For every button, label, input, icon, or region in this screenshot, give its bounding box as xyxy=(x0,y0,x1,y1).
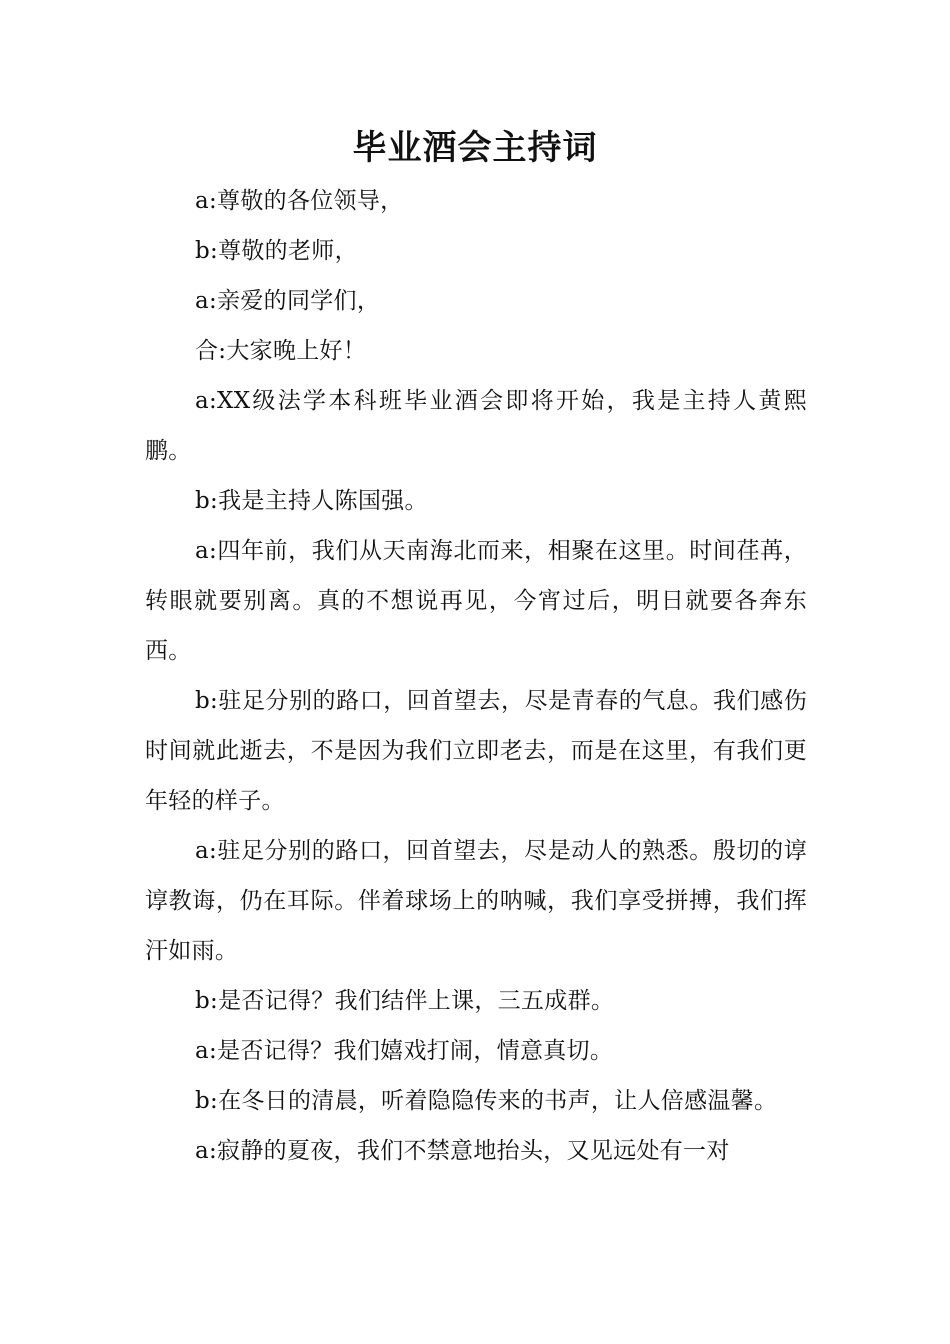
document-title: 毕业酒会主持词 xyxy=(352,128,598,168)
paragraph: b:在冬日的清晨，听着隐隐传来的书声，让人倍感温馨。 xyxy=(195,1088,778,1114)
paragraph: b:尊敬的老师， xyxy=(195,238,358,264)
document-body xyxy=(145,176,807,1176)
paragraph: b:驻足分别的路口，回首望去，尽是青春的气息。我们感伤时间就此逝去，不是因为我们立即老去，而是在这里，有我们更年轻的样子。 xyxy=(145,688,807,814)
paragraph: a:亲爱的同学们， xyxy=(195,288,381,314)
paragraph: 合:大家晚上好！ xyxy=(195,338,367,364)
paragraph: b:是否记得？我们结伴上课，三五成群。 xyxy=(195,988,615,1014)
paragraph: a:驻足分别的路口，回首望去，尽是动人的熟悉。殷切的谆谆教诲，仍在耳际。伴着球场上的呐喊，我们享受拼搏，我们挥汗如雨。 xyxy=(145,838,807,964)
paragraph: a:寂静的夏夜，我们不禁意地抬头，又见远处有一对 xyxy=(195,1138,730,1164)
paragraph: a:四年前，我们从天南海北而来，相聚在这里。时间荏苒，转眼就要别离。真的不想说再见，今宵过后，明日就要各奔东西。 xyxy=(145,538,807,664)
paragraph: a:是否记得？我们嬉戏打闹，情意真切。 xyxy=(195,1038,614,1064)
paragraph: a:XX级法学本科班毕业酒会即将开始，我是主持人黄熙鹏。 xyxy=(145,388,807,464)
paragraph: b:我是主持人陈国强。 xyxy=(195,488,428,514)
paragraph: a:尊敬的各位领导， xyxy=(195,188,404,214)
